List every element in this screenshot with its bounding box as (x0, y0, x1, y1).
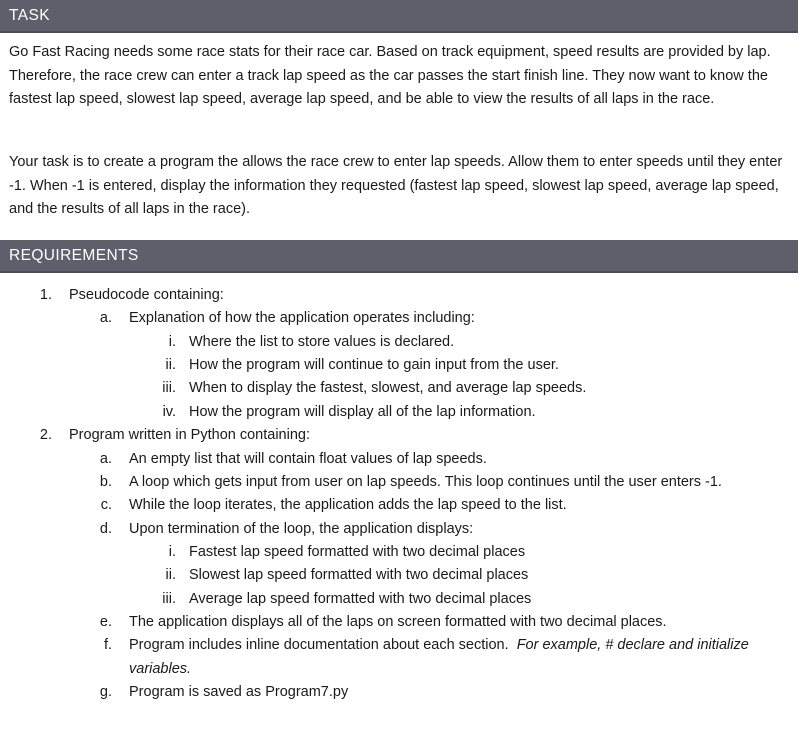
list-item-text: Slowest lap speed formatted with two decimal places (189, 567, 529, 583)
list-item-text: Pseudocode containing: (69, 287, 224, 303)
task-paragraph-1: Go Fast Racing needs some race stats for their race car. Based on track equipment, speed results are provided by lap. Therefore, the race crew can enter a track lap speed as the car passes the start finish line. They now want to know the fastest lap speed, slowest lap speed, average lap speed, and be able to view the results of all laps in the race. (9, 44, 771, 108)
list-item-text: How the program will continue to gain input from the user. (189, 357, 559, 373)
requirements-header-label: REQUIREMENTS (9, 247, 139, 264)
list-marker: e. (99, 614, 112, 630)
list-item-text: Explanation of how the application operates including: (129, 310, 475, 326)
list-marker: i. (168, 544, 176, 560)
list-item-text: Fastest lap speed formatted with two decimal places (189, 544, 526, 560)
list-item-text: Program is saved as Program7.py (129, 684, 349, 700)
requirements-section-header (0, 240, 798, 273)
list-item-text: How the program will display all of the lap information. (189, 404, 536, 420)
list-item-text: The application displays all of the laps on screen formatted with two decimal places. (129, 614, 667, 630)
list-marker: 2. (39, 427, 52, 443)
example-text-continued: variables. (129, 661, 192, 677)
list-item-text: An empty list that will contain float values of lap speeds. (129, 451, 487, 467)
list-marker: i. (168, 334, 176, 350)
list-item-text: When to display the fastest, slowest, and average lap speeds. (189, 380, 587, 396)
list-marker: iii. (162, 380, 176, 396)
list-marker: g. (99, 684, 112, 700)
list-marker: ii. (165, 567, 176, 583)
list-marker: a. (99, 310, 112, 326)
list-marker: b. (99, 474, 112, 490)
list-item-text: Upon termination of the loop, the application displays: (129, 521, 474, 537)
list-item-text: Program includes inline documentation about each section. (129, 637, 509, 653)
list-item-text: Where the list to store values is declared. (189, 334, 455, 350)
list-marker: f. (103, 637, 112, 653)
list-marker: d. (99, 521, 112, 537)
list-item-text: While the loop iterates, the application adds the lap speed to the list. (129, 497, 567, 513)
list-marker: c. (100, 497, 112, 513)
list-marker: a. (99, 451, 112, 467)
list-marker: ii. (165, 357, 176, 373)
list-marker: iv. (162, 404, 176, 420)
list-item-text: Program written in Python containing: (69, 427, 310, 443)
task-paragraph-2: Your task is to create a program the allows the race crew to enter lap speeds. Allow them to enter speeds until they enter -1. When -1 is entered, display the information they requested (fastest lap speed, slowest lap speed, average lap speed, and the results of all laps in the race). (9, 154, 783, 218)
list-item-text: Average lap speed formatted with two decimal places (189, 591, 532, 607)
task-section-header (0, 0, 798, 33)
list-marker: iii. (162, 591, 176, 607)
example-text: For example, # declare and initialize (516, 637, 749, 653)
list-marker: 1. (39, 287, 52, 303)
list-item-text: A loop which gets input from user on lap speeds. This loop continues until the user enters -1. (129, 474, 722, 490)
task-header-label: TASK (9, 7, 50, 24)
